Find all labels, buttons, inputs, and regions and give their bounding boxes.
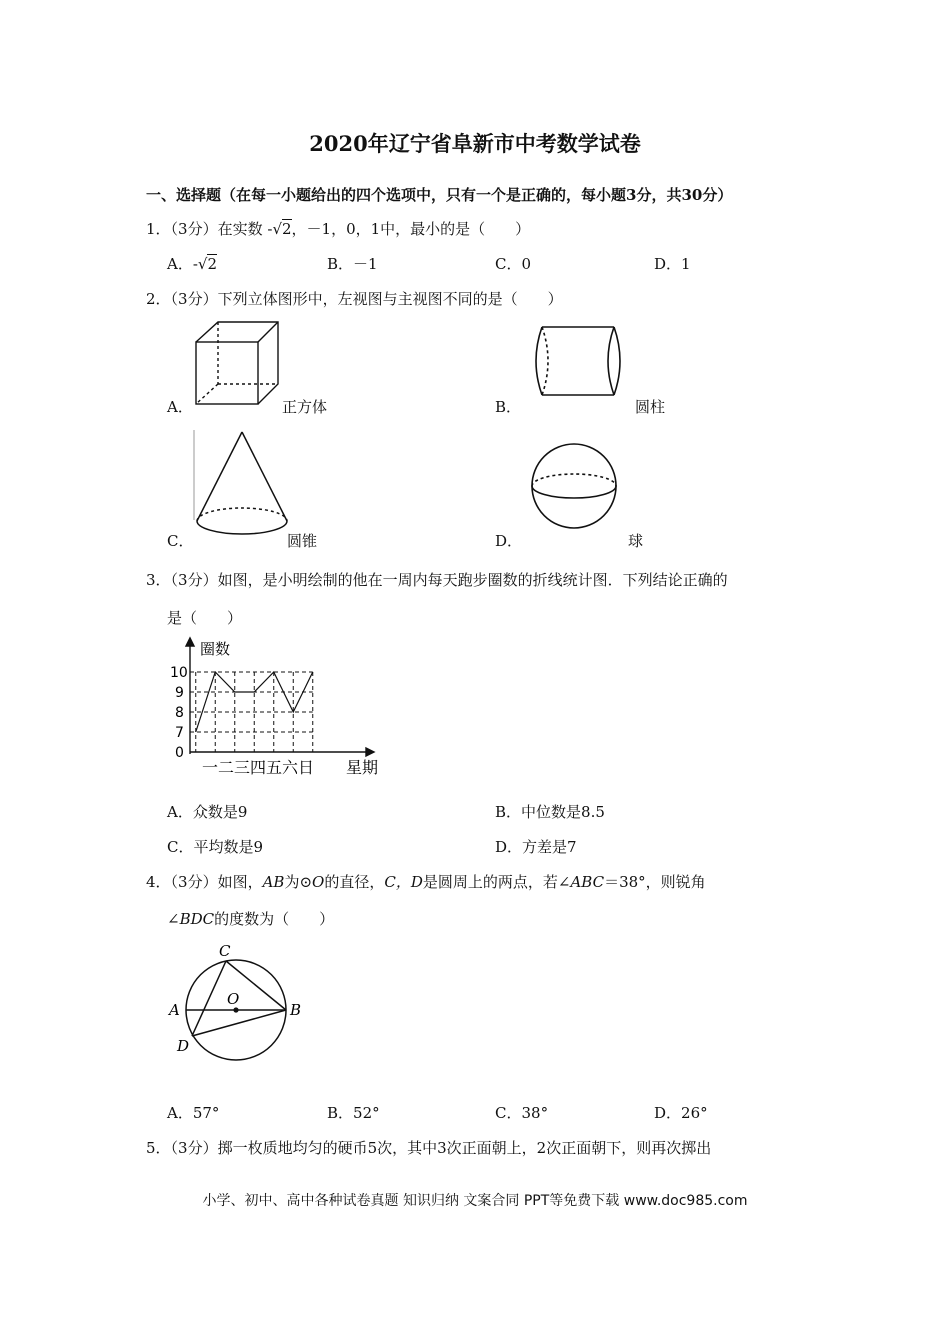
q4-text: 4．（3分）如图，	[146, 873, 263, 891]
y-axis-arrow	[186, 638, 194, 646]
sqrt-symbol: √	[197, 255, 208, 273]
q1-option-d[interactable]: D．1	[654, 255, 691, 273]
cylinder-figure	[528, 322, 628, 402]
q4-var-ab: AB	[262, 873, 285, 891]
point-label-c: C	[219, 942, 231, 960]
y-tick-label-0: 0	[175, 745, 184, 761]
page-footer	[0, 1190, 950, 1210]
y-tick-label-7: 7	[175, 725, 184, 741]
question-5-stem: 5．（3分）掷一枚质地均匀的硬币5次，其中3次正面朝上，2次正面朝下，则再次掷出	[146, 1139, 712, 1157]
q1-option-b[interactable]: B．－1	[327, 255, 378, 273]
question-4-stem-line2	[167, 908, 334, 929]
q4-text: 是圆周上的两点，若∠	[422, 873, 571, 891]
q1-option-a-prefix: A．-	[167, 255, 198, 273]
point-label-d: D	[177, 1037, 190, 1055]
q1-stem-part-b: ，－1，0，1中，最小的是（ ）	[291, 220, 531, 238]
q3-option-b[interactable]: B．中位数是8.5	[495, 803, 605, 821]
q4-var-abc: ABC	[570, 873, 605, 891]
point-label-o: O	[227, 990, 240, 1008]
y-tick-label-8: 8	[175, 705, 184, 721]
q3-option-c[interactable]: C．平均数是9	[167, 838, 264, 856]
y-tick-label-10: 10	[170, 665, 188, 681]
q4-var-o: O	[312, 873, 325, 891]
q2-option-b-letter[interactable]: B．	[495, 398, 522, 416]
cone-figure	[190, 428, 300, 540]
q1-option-a[interactable]	[167, 253, 217, 274]
cube-figure	[190, 318, 290, 408]
question-1-stem	[146, 218, 530, 239]
q1-radicand: 2	[282, 220, 292, 238]
q1-option-a-radicand: 2	[207, 255, 218, 273]
q1-stem-part-a: 1．（3分）在实数 -	[146, 220, 273, 238]
x-axis-arrow	[366, 748, 374, 756]
center-point	[233, 1007, 238, 1012]
q2-option-a-letter[interactable]: A．	[167, 398, 193, 416]
q2-option-c-letter[interactable]: C．	[167, 532, 194, 550]
q4-option-d[interactable]: D．26°	[654, 1104, 708, 1122]
question-2-stem: 2．（3分）下列立体图形中，左视图与主视图不同的是（ ）	[146, 290, 563, 308]
point-label-a: A	[169, 1001, 180, 1019]
q3-option-d[interactable]: D．方差是7	[495, 838, 577, 856]
circle-geometry-figure	[164, 938, 314, 1068]
question-3-stem-line2: 是（ ）	[167, 609, 243, 627]
y-tick-label-9: 9	[175, 685, 184, 701]
q4-option-a[interactable]: A．57°	[167, 1104, 220, 1122]
q4-var-cd: C，D	[384, 873, 423, 891]
point-label-b: B	[290, 1001, 302, 1019]
question-3-stem-line1: 3．（3分）如图，是小明绘制的他在一周内每天跑步圈数的折线统计图．下列结论正确的	[146, 571, 728, 589]
question-4-stem-line1	[146, 871, 706, 892]
page-title: 2020年辽宁省阜新市中考数学试卷	[309, 131, 641, 156]
x-axis-label: 星期	[346, 758, 379, 777]
q4-text: ∠	[167, 910, 180, 928]
sphere-figure	[528, 440, 620, 532]
q4-text: ＝38°，则锐角	[604, 873, 706, 891]
q4-option-c[interactable]: C．38°	[495, 1104, 549, 1122]
x-axis-days: 一二三四五六日	[202, 758, 315, 777]
q3-option-a[interactable]: A．众数是9	[167, 803, 248, 821]
q4-option-b[interactable]: B．52°	[327, 1104, 380, 1122]
q4-text: 的直径，	[324, 873, 385, 891]
sqrt-symbol: √	[272, 220, 282, 238]
q2-option-d-name: 球	[628, 532, 644, 550]
section-heading: 一、选择题（在每一小题给出的四个选项中，只有一个是正确的，每小题3分，共30分）	[146, 186, 733, 204]
q4-var-bdc: BDC	[179, 910, 215, 928]
footer-url[interactable]: www.doc985.com	[623, 1193, 748, 1209]
q4-text: 为⊙	[284, 873, 313, 891]
q2-option-d-letter[interactable]: D．	[495, 532, 523, 550]
q1-option-c[interactable]: C．0	[495, 255, 532, 273]
footer-text: 小学、初中、高中各种试卷真题 知识归纳 文案合同 PPT等免费下载	[202, 1193, 620, 1209]
q2-option-a-name: 正方体	[282, 398, 328, 416]
q2-option-b-name: 圆柱	[635, 398, 666, 416]
q2-option-c-name: 圆锥	[287, 532, 318, 550]
laps-line-chart	[166, 636, 386, 781]
q4-text: 的度数为（ ）	[214, 910, 335, 928]
y-axis-label: 圈数	[200, 640, 231, 658]
